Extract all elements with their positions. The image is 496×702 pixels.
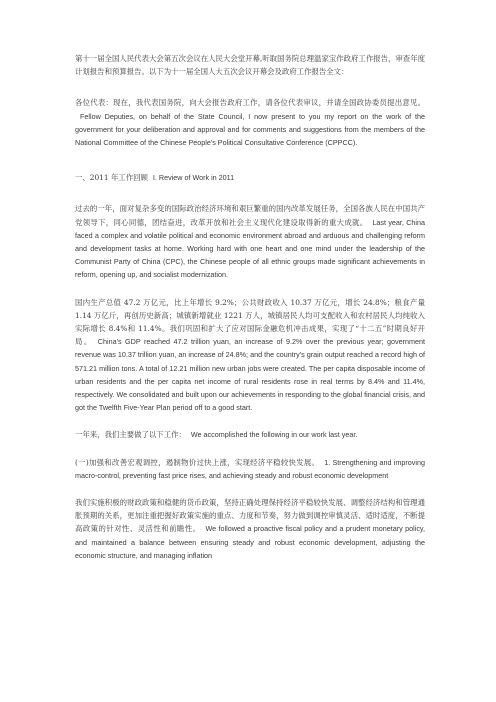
item-one-heading-zh: (一)加强和改善宏观调控，遏制物价过快上涨，实现经济平稳较快发展。 — [75, 457, 320, 467]
document-page — [75, 52, 425, 562]
work-summary-en: We accomplished the following in our work last year. — [190, 430, 358, 440]
address-text-zh: 各位代表：现在，我代表国务院，向大会报告政府工作，请各位代表审议，并请全国政协委员提出意见。 — [75, 98, 425, 108]
overview-text-en: Last year, China faced a complex and volatile political and economic environment abroad and arduous and challenging reform and development tasks at home. Working hard with one heart and one mind under the leadership of the Communist Party of China (CPC), the Chinese people of all ethnic groups made significant achievements in reform, opening up, and socialist modernization. — [75, 217, 425, 280]
work-summary-paragraph — [75, 428, 425, 441]
section-heading — [75, 171, 425, 184]
statistics-paragraph — [75, 296, 425, 415]
intro-paragraph — [75, 52, 425, 78]
address-text-en: Fellow Deputies, on behalf of the State Council, I now present to you my report on the work of the government for your deliberation and approval and for comments and suggestions from the members of the National Committee of the Chinese People's Political Consultative Conference (CPPCC). — [75, 111, 425, 148]
item-one-heading-en: 1. Strengthening and improving macro-control, preventing fast price rises, and achieving steady and robust economic development — [75, 457, 425, 480]
statistics-text-en: China's GDP reached 47.2 trillion yuan, an increase of 9.2% over the previous year; government revenue was 10.37 trillion yuan, an increase of 24.8%; and the country's grain output reached a record high of 571.21 million tons. A total of 12.21 million new urban jobs were created. The per capita disposable income of urban residents and the per capita net income of rural residents rose in real terms by 8.4% and 11.4%, respectively. We consolidated and built upon our achievements in responding to the global financial crisis, and got the Twelfth Five-Year Plan period off to a good start. — [75, 337, 425, 413]
section-heading-zh: 一、2011 年工作回顾 — [75, 173, 148, 183]
address-paragraph — [75, 96, 425, 149]
item-one-heading — [75, 456, 425, 482]
overview-paragraph — [75, 202, 425, 281]
policy-text-zh: 我们实施积极的财政政策和稳健的货币政策，坚持正确处理保持经济平稳较快发展、调整经济结构和管理通胀预期的关系，更加注重把握好政策实施的重点、力度和节奏，努力做到调控审慎灵活、适时适度，不断提高政策的针对性、灵活性和前瞻性。 — [75, 498, 425, 534]
intro-text: 第十一届全国人民代表大会第五次会议在人民大会堂开幕,听取国务院总理温家宝作政府工作报告，审查年度计划报告和预算报告。以下为十一届全国人大五次会议开幕会及政府工作报告全文： — [75, 54, 425, 77]
statistics-text-zh: 国内生产总值 47.2 万亿元，比上年增长 9.2%；公共财政收入 10.37 万亿元，增长 24.8%；粮食产量 1.14 万亿斤，再创历史新高；城镇新增就业 1221 万人，城镇居民人均可支配收入和农村居民人均纯收入实际增长 8.4%和 11.4%。我们巩固和扩大了应对国际金融危机冲击成果，实现了“十二五”时期良好开局。 — [75, 297, 425, 347]
policy-text-en: We followed a proactive fiscal policy and a prudent monetary policy, and maintained a balance between ensuring steady and robust economic development, adjusting the economic structure, and managing inflation — [75, 524, 425, 560]
overview-text-zh: 过去的一年，面对复杂多变的国际政治经济环境和艰巨繁重的国内改革发展任务，全国各族人民在中国共产党领导下，同心同德，团结奋进，改革开放和社会主义现代化建设取得新的重大成就。 — [75, 204, 425, 227]
section-heading-en: I. Review of Work in 2011 — [152, 173, 235, 183]
work-summary-zh: 一年来，我们主要做了以下工作： — [75, 430, 186, 440]
policy-paragraph — [75, 496, 425, 562]
